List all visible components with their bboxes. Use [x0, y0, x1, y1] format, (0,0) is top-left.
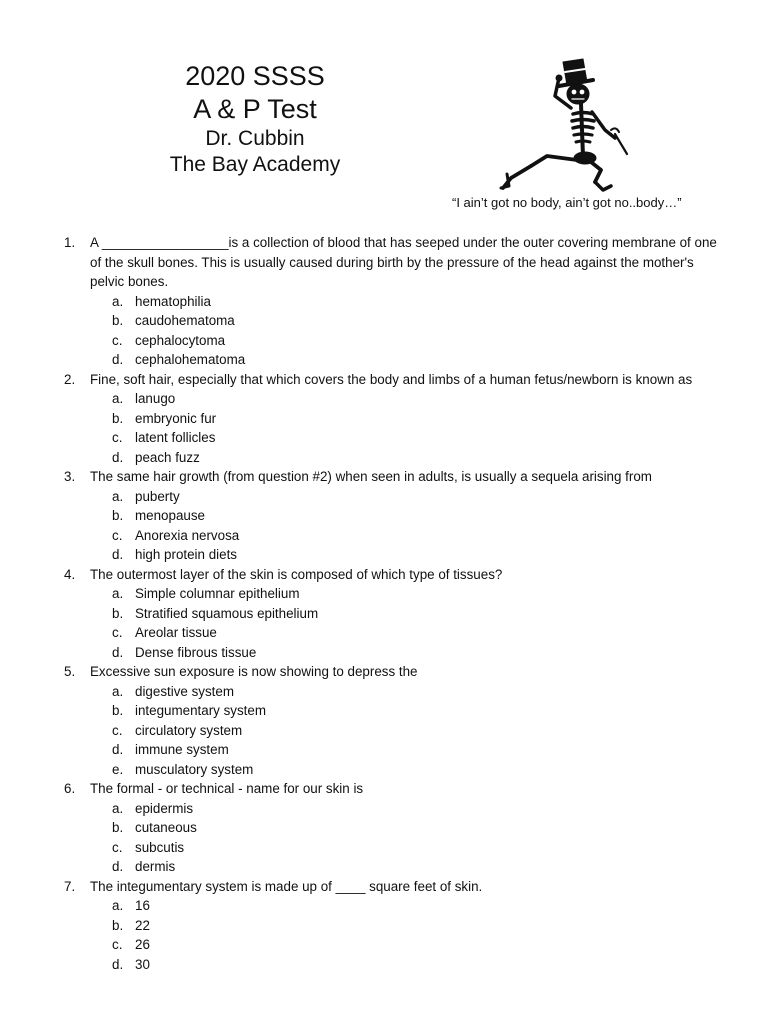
answer-option: [64, 545, 724, 565]
answer-option: [64, 643, 724, 663]
question-6: [64, 779, 724, 799]
option-text: circulatory system: [135, 722, 243, 738]
question-4: [64, 565, 724, 585]
option-letter: a.: [112, 800, 124, 816]
option-letter: b.: [112, 820, 124, 835]
option-letter: c.: [112, 839, 123, 855]
question-number: 2.: [64, 371, 76, 387]
option-letter: c.: [112, 625, 123, 640]
question-text: The outermost layer of the skin is composed of which type of tissues?: [90, 566, 503, 582]
option-text: hematophilia: [135, 293, 211, 309]
option-text: peach fuzz: [135, 449, 200, 465]
option-letter: d.: [112, 956, 124, 972]
option-letter: b.: [112, 313, 124, 328]
answer-option: [64, 955, 724, 975]
question-number: 3.: [64, 469, 76, 484]
answer-option: [64, 721, 724, 741]
answer-option: [64, 701, 724, 721]
quote-caption: “I ain’t got no body, ain’t got no..body…”: [452, 195, 682, 210]
option-letter: b.: [112, 410, 124, 426]
option-letter: a.: [112, 391, 124, 406]
test-year-title: 2020 SSSS: [185, 61, 325, 91]
question-5: [64, 662, 724, 682]
answer-option: [64, 350, 724, 370]
question-text: The integumentary system is made up of ____ square feet of skin.: [90, 878, 483, 894]
option-text: musculatory system: [135, 761, 254, 777]
option-letter: c.: [112, 937, 123, 952]
option-letter: b.: [112, 917, 124, 933]
option-letter: c.: [112, 430, 123, 445]
answer-option: [64, 311, 724, 331]
question-number: 4.: [64, 566, 76, 582]
option-text: Areolar tissue: [135, 625, 217, 640]
answer-option: [64, 838, 724, 858]
question-number: 1.: [64, 235, 76, 250]
answer-option: [64, 935, 724, 955]
option-letter: d.: [112, 547, 124, 562]
question-text: Excessive sun exposure is now showing to depress the: [90, 664, 418, 679]
title-block: [140, 60, 370, 178]
answer-option: [64, 428, 724, 448]
question-text: Fine, soft hair, especially that which covers the body and limbs of a human fetus/newborn is known as: [90, 371, 693, 387]
question-text: The same hair growth (from question #2) when seen in adults, is usually a sequela arising from: [90, 469, 652, 484]
option-letter: d.: [112, 449, 124, 465]
question-text: The formal - or technical - name for our skin is: [90, 781, 364, 796]
dancing-skeleton-top-hat-icon: [495, 56, 635, 194]
option-text: 26: [135, 937, 150, 952]
teacher-name: Dr. Cubbin: [205, 127, 305, 150]
option-letter: d.: [112, 859, 124, 874]
option-letter: c.: [112, 332, 123, 348]
option-text: menopause: [135, 508, 205, 523]
answer-option: [64, 584, 724, 604]
option-text: 22: [135, 917, 150, 933]
option-letter: a.: [112, 683, 124, 699]
option-letter: d.: [112, 352, 124, 367]
question-text: A _________________is a collection of blood that has seeped under the outer covering membrane of one of the skull bones. This is usually caused during birth by the pressure of the head against the mother's pelvic bones.: [90, 235, 717, 289]
option-text: digestive system: [135, 683, 234, 699]
option-text: integumentary system: [135, 703, 266, 718]
answer-option: [64, 623, 724, 643]
question-2: [64, 370, 724, 390]
option-text: Dense fibrous tissue: [135, 644, 257, 660]
option-text: latent follicles: [135, 430, 216, 445]
answer-option: [64, 760, 724, 780]
answer-option: [64, 526, 724, 546]
option-text: cephalocytoma: [135, 332, 226, 348]
option-text: caudohematoma: [135, 313, 235, 328]
school-name: The Bay Academy: [169, 153, 341, 176]
option-text: subcutis: [135, 839, 185, 855]
question-3: [64, 467, 724, 487]
answer-option: [64, 857, 724, 877]
option-text: high protein diets: [135, 547, 237, 562]
answer-option: [64, 506, 724, 526]
option-letter: d.: [112, 644, 124, 660]
option-letter: b.: [112, 703, 124, 718]
answer-option: [64, 799, 724, 819]
option-text: cutaneous: [135, 820, 197, 835]
option-text: 30: [135, 956, 150, 972]
option-letter: e.: [112, 761, 124, 777]
answer-option: [64, 682, 724, 702]
answer-option: [64, 818, 724, 838]
option-text: 16: [135, 898, 150, 913]
option-letter: a.: [112, 488, 124, 504]
answer-option: [64, 292, 724, 312]
answer-option: [64, 331, 724, 351]
option-text: dermis: [135, 859, 176, 874]
answer-option: [64, 916, 724, 936]
option-letter: b.: [112, 508, 124, 523]
answer-option: [64, 389, 724, 409]
answer-option: [64, 604, 724, 624]
answer-option: [64, 896, 724, 916]
question-number: 6.: [64, 781, 76, 796]
answer-option: [64, 448, 724, 468]
option-text: puberty: [135, 488, 180, 504]
option-letter: c.: [112, 722, 123, 738]
option-text: Simple columnar epithelium: [135, 586, 300, 601]
option-letter: b.: [112, 605, 124, 621]
question-number: 5.: [64, 664, 76, 679]
answer-option: [64, 409, 724, 429]
option-letter: c.: [112, 527, 123, 543]
option-letter: a.: [112, 586, 124, 601]
test-subject-title: A & P Test: [193, 94, 317, 124]
option-text: immune system: [135, 742, 229, 757]
option-text: lanugo: [135, 391, 176, 406]
option-letter: a.: [112, 898, 124, 913]
answer-option: [64, 487, 724, 507]
option-letter: d.: [112, 742, 124, 757]
option-text: Anorexia nervosa: [135, 527, 240, 543]
option-letter: a.: [112, 293, 124, 309]
question-1: [64, 233, 724, 292]
option-text: epidermis: [135, 800, 194, 816]
option-text: Stratified squamous epithelium: [135, 605, 319, 621]
option-text: embryonic fur: [135, 410, 217, 426]
question-list: [64, 233, 724, 974]
option-text: cephalohematoma: [135, 352, 246, 367]
answer-option: [64, 740, 724, 760]
question-7: [64, 877, 724, 897]
question-number: 7.: [64, 878, 76, 894]
